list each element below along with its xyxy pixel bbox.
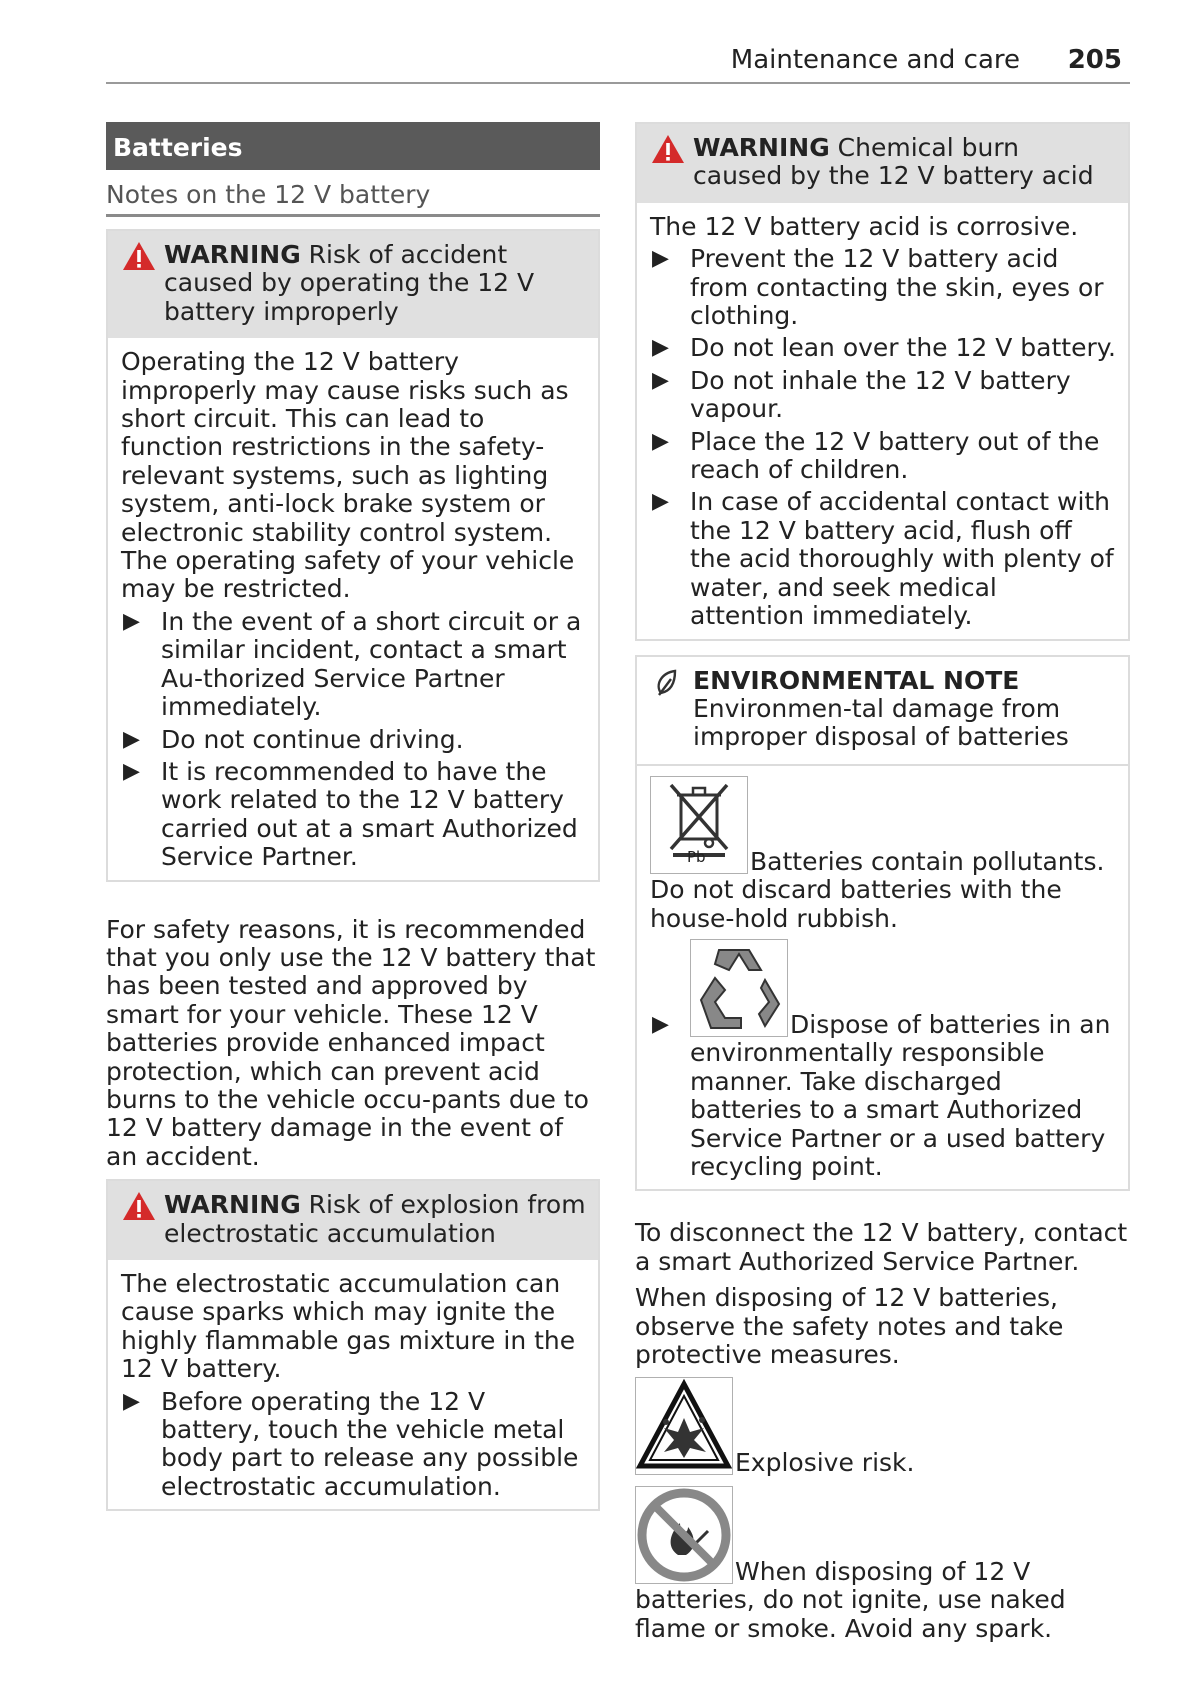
list-item-text: Before operating the 12 V battery, touch the vehicle metal body part to release any possible electrostatic accumulation. [161,1386,579,1501]
crossed-bin-icon [650,776,748,874]
bullet-arrow-icon: ▶ [123,1388,140,1414]
bullet-arrow-icon: ▶ [652,367,669,393]
page-number: 205 [1067,45,1122,75]
warning-box-accident [106,229,600,882]
left-column [106,122,600,1511]
list-item [121,726,586,754]
list-item [650,245,1116,330]
warning-box-header [108,1181,598,1260]
warning-triangle-icon [651,134,685,164]
warning-label: WARNING [693,133,830,162]
safety-paragraph: For safety reasons, it is recommended that you only use the 12 V battery that has been tested and approved by smart for your vehicle. These 12 V batteries provide enhanced impact protection, which can prevent acid burns to the vehicle occu-pants due to 12 V battery damage in the event of an accident. [106,914,596,1171]
section-title: Batteries [106,122,600,170]
bullet-arrow-icon: ▶ [652,246,669,272]
bullet-arrow-icon: ▶ [652,428,669,454]
recycle-icon [690,939,788,1037]
warning-label: WARNING [164,1190,301,1220]
right-column [635,122,1130,1643]
warning-box-body [637,203,1128,639]
list-item-text: In case of accidental contact with the 12 V battery acid, flush off the acid thoroughly with plenty of water, and seek medical attention immediately. [690,487,1114,631]
environmental-note-body [637,766,1128,1190]
warning-box-header [108,231,598,338]
warning-box-chemical [635,122,1130,641]
warning-title: Risk of accident caused by operating the 12 V battery improperly [164,240,535,326]
list-item [650,939,1116,1181]
environmental-note-title: Environmen-tal damage from improper disposal of batteries [693,693,1069,752]
header-divider [106,82,1130,84]
environment-leaf-icon [651,667,685,697]
explosive-figure [635,1377,1130,1477]
list-item [121,608,586,722]
list-item [650,367,1116,424]
list-item-text: Do not inhale the 12 V battery vapour. [690,365,1071,424]
disconnect-paragraph: To disconnect the 12 V battery, contact a smart Authorized Service Partner. [635,1218,1128,1276]
list-item [121,1388,586,1502]
list-item-text: It is recommended to have the work related to the 12 V battery carried out at a smart Authorized Service Partner. [161,756,578,872]
warning-label: WARNING [164,240,301,269]
no-flame-icon [635,1486,733,1584]
bullet-arrow-icon: ▶ [123,726,140,752]
running-header-title: Maintenance and care [730,45,1020,75]
list-item-text: Prevent the 12 V battery acid from contacting the skin, eyes or clothing. [690,244,1104,331]
warning-body-text: The electrostatic accumulation can cause sparks which may ignite the highly flammable gas mixture in the 12 V battery. [121,1269,576,1384]
warning-body-text: Operating the 12 V battery improperly may cause risks such as short circuit. This can lead to function restrictions in the safety-relevant systems, such as lighting system, anti-lock brake system or electronic stability control system. The operating safety of your vehicle may be restricted. [121,347,575,604]
pollutants-text: Batteries contain pollutants. Do not discard batteries with the house-hold rubbish. [650,846,1105,933]
environmental-note-label: ENVIRONMENTAL NOTE [693,665,1020,695]
list-item-text: Place the 12 V battery out of the reach of children. [690,426,1100,485]
list-item [121,758,586,872]
bullet-arrow-icon: ▶ [652,335,669,361]
warning-box-header [637,124,1128,203]
warning-triangle-icon [122,1191,156,1221]
explosive-hazard-icon [635,1377,733,1475]
bin-symbol-text: Pb [687,847,706,866]
bullet-arrow-icon: ▶ [652,489,669,515]
list-item-text: Do not lean over the 12 V battery. [690,333,1116,363]
list-item-text: In the event of a short circuit or a similar incident, contact a smart Au-thorized Service Partner immediately. [161,606,582,722]
bullet-arrow-icon: ▶ [652,1011,669,1037]
warning-triangle-icon [122,241,156,271]
warning-box-body [108,338,598,879]
list-item [650,334,1116,362]
no-flame-text: When disposing of 12 V batteries, do not ignite, use naked flame or smoke. Avoid any spark. [635,1556,1066,1643]
warning-title: Chemical burn caused by the 12 V battery acid [693,133,1094,191]
environmental-note-header [637,657,1128,766]
warning-box-explosion [106,1179,600,1511]
disposal-paragraph: When disposing of 12 V batteries, observe the safety notes and take protective measures. [635,1283,1064,1369]
explosive-risk-text: Explosive risk. [735,1448,915,1478]
warning-body-text: The 12 V battery acid is corrosive. [650,211,1079,241]
no-flame-figure [635,1486,1130,1643]
bullet-arrow-icon: ▶ [123,608,140,634]
bullet-arrow-icon: ▶ [123,758,140,784]
warning-box-body [108,1260,598,1509]
list-item [650,488,1116,630]
environmental-note-box [635,655,1130,1192]
dispose-text: Dispose of batteries in an environmentally responsible manner. Take discharged batteries to a smart Authorized Service Partner or a used battery recycling point. [690,1009,1111,1181]
list-item-text: Do not continue driving. [161,724,464,754]
list-item [650,428,1116,485]
subsection-title: Notes on the 12 V battery [106,170,600,217]
warning-title: Risk of explosion from electrostatic accumulation [164,1190,586,1248]
